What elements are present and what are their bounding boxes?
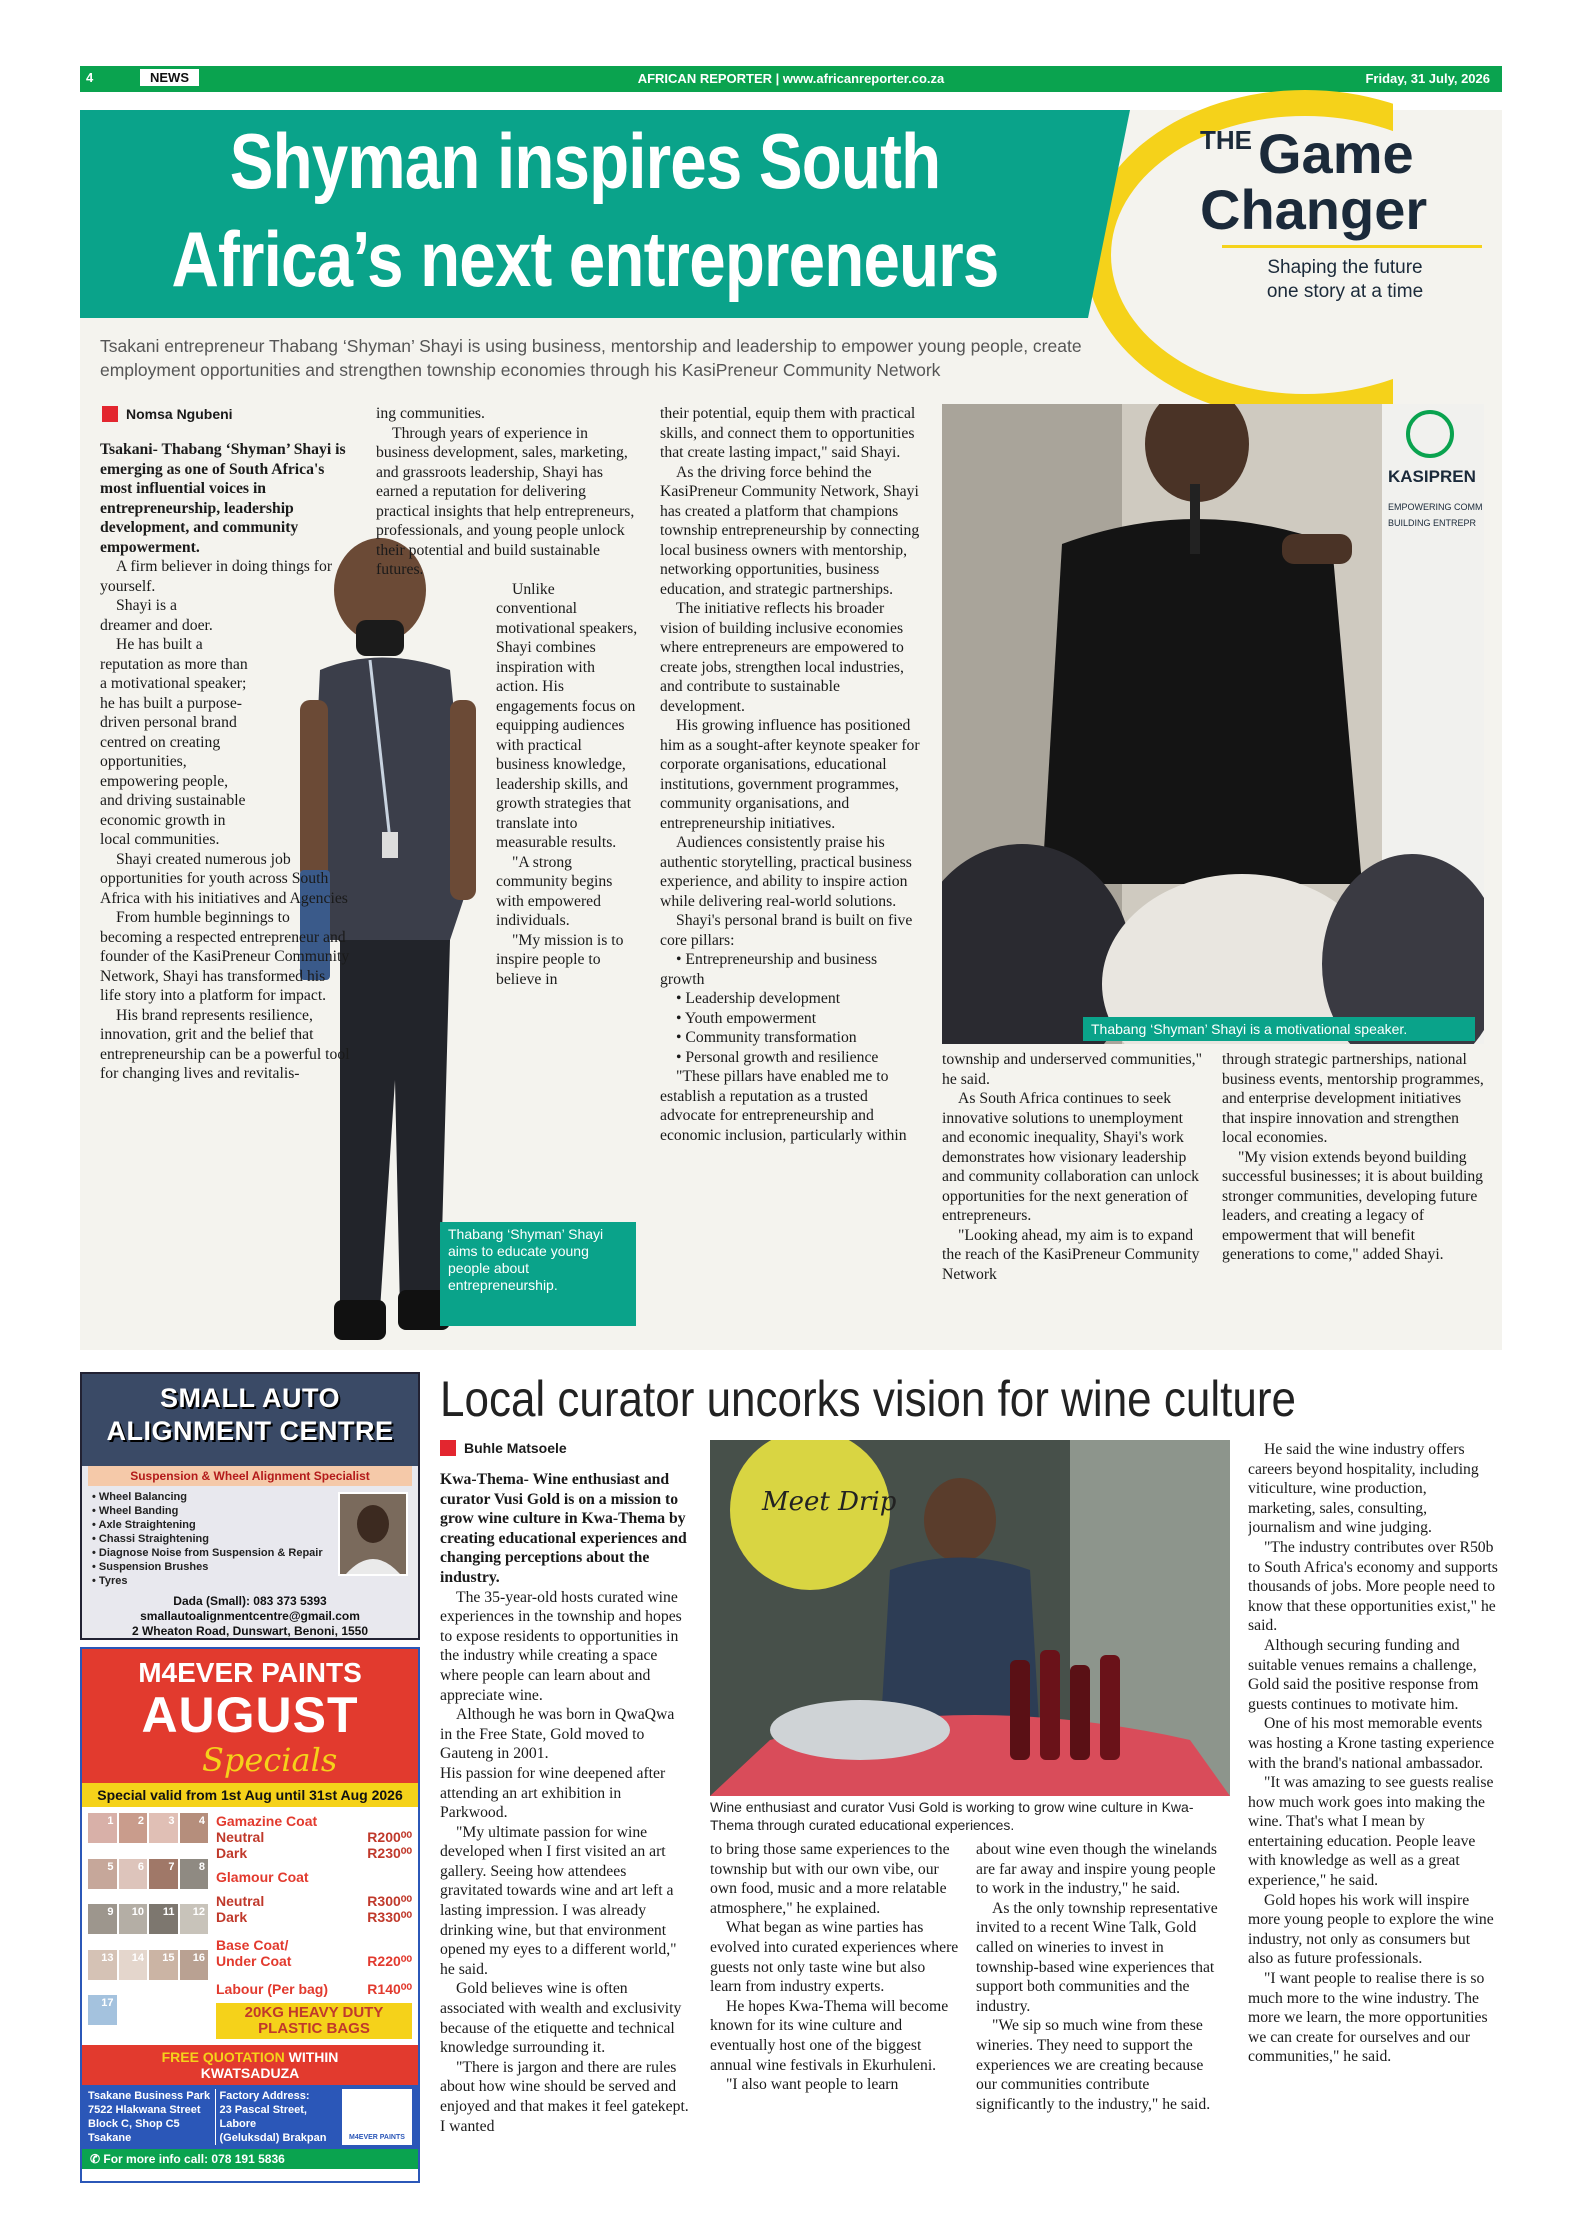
caption-walking: Thabang ‘Shyman’ Shayi aims to educate young people about entrepreneurship. xyxy=(440,1222,636,1326)
ad1-title2: ALIGNMENT CENTRE xyxy=(106,1416,394,1446)
paragraph: As the driving force behind the KasiPreneur Community Network, Shayi has created a platform that champions township entrepreneurship by connecting local business owners with mentorship, networking opportunities, business education, and strategic partnerships. xyxy=(660,463,920,598)
swatch: 7 xyxy=(149,1859,178,1889)
story1-author: Nomsa Ngubeni xyxy=(126,406,233,422)
swatch: 9 xyxy=(88,1904,117,1934)
ad1-title-block xyxy=(82,1374,418,1466)
story2-column-1 xyxy=(440,1470,690,2190)
ad2-quote xyxy=(82,2045,418,2085)
paragraph: As the only township representative invited to a recent Wine Talk, Gold called on wineries to invest in township-based wine experiences that support both communities and the industry. xyxy=(976,1899,1218,2015)
paragraph: Although securing funding and suitable venues remains a challenge, Gold said the positive response from guests continues to motivate him. xyxy=(1248,1636,1479,1713)
gc-title1: Game xyxy=(1258,122,1414,185)
swatch: 1 xyxy=(88,1813,117,1843)
story1-column-3 xyxy=(660,404,922,1334)
paragraph: Although he was born in QwaQwa in the Free State, Gold moved to Gauteng in 2001. xyxy=(440,1706,675,1763)
price-label: Neutral xyxy=(216,1893,265,1909)
paragraph: As South Africa continues to seek innovative solutions to unemployment and economic inequality, Shayi's work demonstrates how visionary leadership and community collaboration can unlock opportunities for the next generation of entrepreneurs. xyxy=(942,1090,1200,1224)
labour-label: Labour (Per bag) xyxy=(216,1981,329,1997)
swatch: 2 xyxy=(119,1813,148,1843)
service-item: • Axle Straightening xyxy=(92,1519,196,1531)
story1-column-5 xyxy=(1222,1050,1484,1335)
paragraph: "The industry contributes over R50b to South Africa's economy and supports thousands of jobs. More people need to know that these opportunities exist," he said. xyxy=(1248,1538,1498,1635)
bullet: • Community transformation xyxy=(676,1029,857,1046)
quote-part1: FREE QUOTATION xyxy=(161,2049,285,2065)
price-value: R330⁰⁰ xyxy=(367,1909,412,1925)
story1-headline: Shyman inspires South Africa’s next entrepreneurs xyxy=(171,117,999,303)
swatch: 17 xyxy=(88,1995,117,2025)
ad1-owner-photo xyxy=(338,1492,408,1576)
story2-column-3 xyxy=(976,1840,1226,2190)
swatch: 10 xyxy=(119,1904,148,1934)
page-number: 4 xyxy=(86,70,94,85)
paragraph: "My ultimate passion for wine developed when I first visited an art gallery. Seeing how attendees gravitated towards wine and art left a lasting impression. I was already drinking wine, but that environment opened my eyes to a different world," he said. xyxy=(440,1823,677,1978)
labour-price: R140⁰⁰ xyxy=(367,1981,412,1997)
ad1-subtitle: Suspension & Wheel Alignment Specialist xyxy=(88,1466,412,1486)
bullet: • Personal growth and resilience xyxy=(676,1048,879,1066)
gc-divider xyxy=(1222,245,1482,248)
paragraph: His growing influence has positioned him as a sought-after keynote speaker for corporate organisations, educational institutions, government programmes, community organisations, and entrepreneurship initiatives. xyxy=(660,717,920,832)
paragraph: From humble beginnings to becoming a respected entrepreneur and founder of the KasiPreneur Community Network, Shayi has transformed his life story into a platform for impact. xyxy=(100,909,350,1004)
bullet: • Entrepreneurship and business growth xyxy=(660,951,878,988)
price-value: R200⁰⁰ xyxy=(367,1829,412,1845)
price-value: R300⁰⁰ xyxy=(367,1893,412,1909)
ad1-email[interactable]: smallautoalignmentcentre@gmail.com xyxy=(140,1609,360,1623)
addr-line: (Geluksdal) Brakpan xyxy=(219,2132,327,2144)
swatch: 8 xyxy=(180,1859,209,1889)
ad2-validity: Special valid from 1st Aug until 31st Aug 2026 xyxy=(82,1783,418,1807)
paragraph: "We sip so much wine from these wineries. They need to support the experiences we are creating because our communities contribute significantly to the industry," he said. xyxy=(976,2017,1211,2113)
gc-the: THE xyxy=(1200,125,1252,155)
caption-speaker: Thabang ‘Shyman’ Shayi is a motivational speaker. xyxy=(1083,1017,1475,1041)
paragraph: "A strong community begins with empowered individuals. xyxy=(496,853,613,929)
gc-title2: Changer xyxy=(1200,178,1428,241)
byline-marker xyxy=(440,1440,456,1456)
service-item: • Wheel Balancing xyxy=(92,1491,187,1503)
paragraph: His brand represents resilience, innovation, grit and the belief that entrepreneurship can be a powerful tool for changing lives and revitalis- xyxy=(100,1006,350,1082)
publication-name: AFRICAN REPORTER | www.africanreporter.co.za xyxy=(637,71,945,86)
ad-m4ever-paints[interactable] xyxy=(80,1647,420,2183)
gc-tagline2: one story at a time xyxy=(1266,281,1424,302)
price-label: Dark xyxy=(216,1909,248,1925)
ad2-addresses xyxy=(82,2085,418,2149)
paragraph: A firm believer in doing things for yourself. xyxy=(100,558,333,595)
page-header-bar xyxy=(80,66,1502,92)
paragraph: The initiative reflects his broader vision of building inclusive economies where entrepreneurs are empowered to create jobs, strengthen local industries, and contribute to sustainable development. xyxy=(660,600,904,715)
ad2-brand: M4EVER PAINTS xyxy=(138,1657,362,1688)
ad-alignment-centre[interactable] xyxy=(80,1372,420,1640)
addr-line: Factory Address: xyxy=(219,2090,310,2102)
price-value: R230⁰⁰ xyxy=(367,1845,412,1861)
paragraph: "My mission is to inspire people to believe in xyxy=(496,931,624,988)
addr-line: 23 Pascal Street, Labore xyxy=(219,2104,307,2130)
story2-column-2 xyxy=(710,1840,960,2190)
byline-marker xyxy=(102,406,118,422)
service-item: • Tyres xyxy=(92,1575,128,1587)
ad2-headline: AUGUST xyxy=(141,1687,359,1743)
paragraph: "It was amazing to see guests realise how much work goes into making the wine. That's what I mean by entertaining education. People leave with knowledge as well as a great experience," he said. xyxy=(1248,1774,1494,1890)
story1-byline xyxy=(102,406,233,422)
banner-text2: EMPOWERING COMM xyxy=(1388,502,1483,512)
paragraph: ing communities. xyxy=(376,405,485,422)
story1-column-4 xyxy=(942,1050,1204,1335)
paragraph: "These pillars have enabled me to establish a reputation as a trusted advocate for entrepreneurship and economic inclusion, particularly within xyxy=(660,1068,907,1144)
banner-text3: BUILDING ENTREPR xyxy=(1388,518,1477,528)
base-price: R220⁰⁰ xyxy=(367,1953,412,1969)
paragraph: "Looking ahead, my aim is to expand the reach of the KasiPreneur Community Network xyxy=(942,1226,1200,1283)
speaker-photo xyxy=(942,404,1484,1044)
swatch: 12 xyxy=(180,1904,209,1934)
service-item: • Suspension Brushes xyxy=(92,1561,209,1573)
ad1-title1: SMALL AUTO xyxy=(160,1383,340,1413)
swatch: 13 xyxy=(88,1950,117,1980)
ad1-address: 2 Wheaton Road, Dunswart, Benoni, 1550 xyxy=(131,1624,369,1638)
paragraph: Audiences consistently praise his authentic storytelling, practical business experience, and ability to inspire action while delivering real-world solutions. xyxy=(660,834,912,910)
ad2-phone[interactable] xyxy=(82,2149,418,2169)
addr-line: 7522 Hlakwana Street xyxy=(88,2104,201,2116)
paragraph: "My vision extends beyond building successful businesses; it is about building stronger communities, developing future leaders, and creating a legacy of empowerment that will benefit generations to come," added Shayi. xyxy=(1222,1148,1484,1263)
paragraph: Kwa-Thema- Wine enthusiast and curator Vusi Gold is on a mission to grow wine culture in Kwa-Thema by creating educational experiences and changing perceptions about the industry. xyxy=(440,1471,687,1586)
base-label2: Under Coat xyxy=(216,1953,292,1969)
product-name: Glamour Coat xyxy=(216,1869,309,1885)
paragraph: Shayi created numerous job opportunities for youth across South Africa with his initiatives and Agencies xyxy=(100,850,348,907)
bullet: • Youth empowerment xyxy=(676,1009,817,1027)
paragraph: "I want people to realise there is so much more to the wine industry. The more we learn, the more opportunities we can create for ourselves and our communities," he said. xyxy=(1248,1970,1488,2066)
base-label1: Base Coat/ xyxy=(216,1937,289,1953)
quote-part2: WITHIN xyxy=(288,2049,339,2065)
paragraph: He said the wine industry offers careers beyond hospitality, including viticulture, wine production, marketing, sales, consulting, journalism and wine judging. xyxy=(1248,1441,1479,1537)
price-label: Dark xyxy=(216,1845,248,1861)
ad1-contact-block xyxy=(82,1594,418,1639)
paragraph: Shayi is a dreamer and doer. xyxy=(100,597,213,634)
swatch: 5 xyxy=(88,1859,117,1889)
swatch: 3 xyxy=(149,1813,178,1843)
gc-tagline1: Shaping the future xyxy=(1267,257,1423,278)
quote-part3: KWATSADUZA xyxy=(200,2065,300,2081)
swatch: 14 xyxy=(119,1950,148,1980)
swatch: 4 xyxy=(180,1813,209,1843)
story2-column-4 xyxy=(1248,1440,1498,2190)
game-changer-logo xyxy=(1200,122,1520,304)
story1-column-2 xyxy=(376,404,638,1324)
ad2-logo: M4EVER PAINTS xyxy=(342,2089,412,2145)
paragraph: One of his most memorable events was hosting a Krone tasting experience with the brand's national ambassador. xyxy=(1248,1715,1495,1772)
ad2-price-list xyxy=(208,1813,412,2039)
paragraph: Gold believes wine is often associated with wealth and exclusivity because of the etiquette and technical knowledge surrounding it. xyxy=(440,1980,682,2057)
paragraph: Gold hopes his work will inspire more young people to explore the wine industry, not only as consumers but also as future professionals. xyxy=(1248,1891,1494,1968)
product-name: Gamazine Coat xyxy=(216,1813,318,1829)
ad2-header xyxy=(82,1649,418,1783)
paragraph: through strategic partnerships, national business events, mentorship programmes, and enterprise development initiatives that inspire innovation and strengthen local economies. xyxy=(1222,1051,1484,1146)
paragraph: "There is jargon and there are rules about how wine should be served and enjoyed and that makes it feel gatekept. I wanted xyxy=(440,2058,689,2135)
story2-caption: Wine enthusiast and curator Vusi Gold is working to grow wine culture in Kwa-Thema through curated educational experiences. xyxy=(710,1799,1194,1833)
story1-column-1 xyxy=(100,440,350,1335)
paragraph: He hopes Kwa-Thema will become known for its wine culture and eventually host one of the biggest annual wine festivals in Ekurhuleni. xyxy=(710,1997,949,2074)
paragraph: He has built a reputation as more than a motivational speaker; he has built a purpose-driven personal brand centred on creating opportunities, empowering people, and driving sustainable economic growth in local communities. xyxy=(100,636,248,848)
ad2-bags: 20KG HEAVY DUTY PLASTIC BAGS xyxy=(216,2003,412,2039)
paragraph: Tsakani- Thabang ‘Shyman’ Shayi is emerging as one of South Africa's most influential voices in entrepreneurship, leadership development, and community empowerment. xyxy=(100,441,346,556)
swatch: 16 xyxy=(180,1950,209,1980)
bullet: • Leadership development xyxy=(676,990,841,1007)
paragraph: to bring those same experiences to the township but with our own vibe, our own food, music and a more relatable atmosphere," he explained. xyxy=(710,1841,950,1917)
paragraph: their potential, equip them with practical skills, and connect them to opportunities that create lasting impact," said Shayi. xyxy=(660,405,916,461)
section-label: NEWS xyxy=(140,69,199,86)
addr-line: Block C, Shop C5 Tsakane xyxy=(88,2118,180,2144)
ad1-services xyxy=(92,1490,338,1588)
paragraph: The 35-year-old hosts curated wine experiences in the township and hopes to expose residents to opportunities in the industry while creating a space where people can learn about and appreciate wine. xyxy=(440,1588,682,1704)
swatch: 15 xyxy=(149,1950,178,1980)
phone-text: For more info call: 078 191 5836 xyxy=(103,2152,285,2166)
wine-photo xyxy=(710,1440,1230,1796)
paragraph: "I also want people to learn xyxy=(726,2076,899,2094)
paragraph: Unlike conventional motivational speakers, Shayi combines inspiration with action. His engagements focus on equipping audiences with practical business knowledge, leadership skills, and growth strategies that translate into measurable results. xyxy=(496,580,638,851)
sign-text: Meet Drip xyxy=(762,1487,897,1517)
paragraph: about wine even though the winelands are far away and inspire young people to work in the industry," he said. xyxy=(976,1841,1217,1898)
paragraph: Shayi's personal brand is built on five core pillars: xyxy=(660,912,913,949)
service-item: • Wheel Banding xyxy=(92,1505,179,1517)
story2-byline xyxy=(440,1440,567,1456)
story1-deck: Tsakani entrepreneur Thabang ‘Shyman’ Shayi is using business, mentorship and leadership to empower young people, create employment opportunities and strengthen township economies through his KasiPreneur Community Network xyxy=(100,336,1082,380)
issue-date: Friday, 31 July, 2026 xyxy=(1365,71,1490,86)
whatsapp-icon: ✆ xyxy=(90,2152,104,2166)
paragraph: What began as wine parties has evolved into curated experiences where guests not only taste wine but also learn from industry experts. xyxy=(710,1919,959,1996)
ad2-swatch-grid xyxy=(88,1813,208,2039)
swatch: 11 xyxy=(149,1904,178,1934)
paragraph: township and underserved communities," he said. xyxy=(942,1051,1202,1088)
paragraph: His passion for wine deepened after attending an art exhibition in Parkwood. xyxy=(440,1764,666,1822)
paragraph: Through years of experience in business development, sales, marketing, and grassroots leadership, Shayi has earned a reputation for delivering practical insights that help entrepreneurs, professionals, and young people unlock their potential and build sustainable futures. xyxy=(376,424,635,578)
service-item: • Chassi Straightening xyxy=(92,1533,209,1545)
story2-author: Buhle Matsoele xyxy=(464,1440,567,1456)
story2-headline: Local curator uncorks vision for wine culture xyxy=(440,1371,1296,1427)
addr-line: Tsakane Business Park xyxy=(88,2090,211,2102)
price-label: Neutral xyxy=(216,1829,265,1845)
ad1-contact: Dada (Small): 083 373 5393 xyxy=(173,1594,327,1608)
banner-text1: KASIPREN xyxy=(1388,467,1476,486)
ad2-script: Specials xyxy=(202,1741,338,1779)
swatch: 6 xyxy=(119,1859,148,1889)
service-item: • Diagnose Noise from Suspension & Repair xyxy=(92,1547,323,1559)
